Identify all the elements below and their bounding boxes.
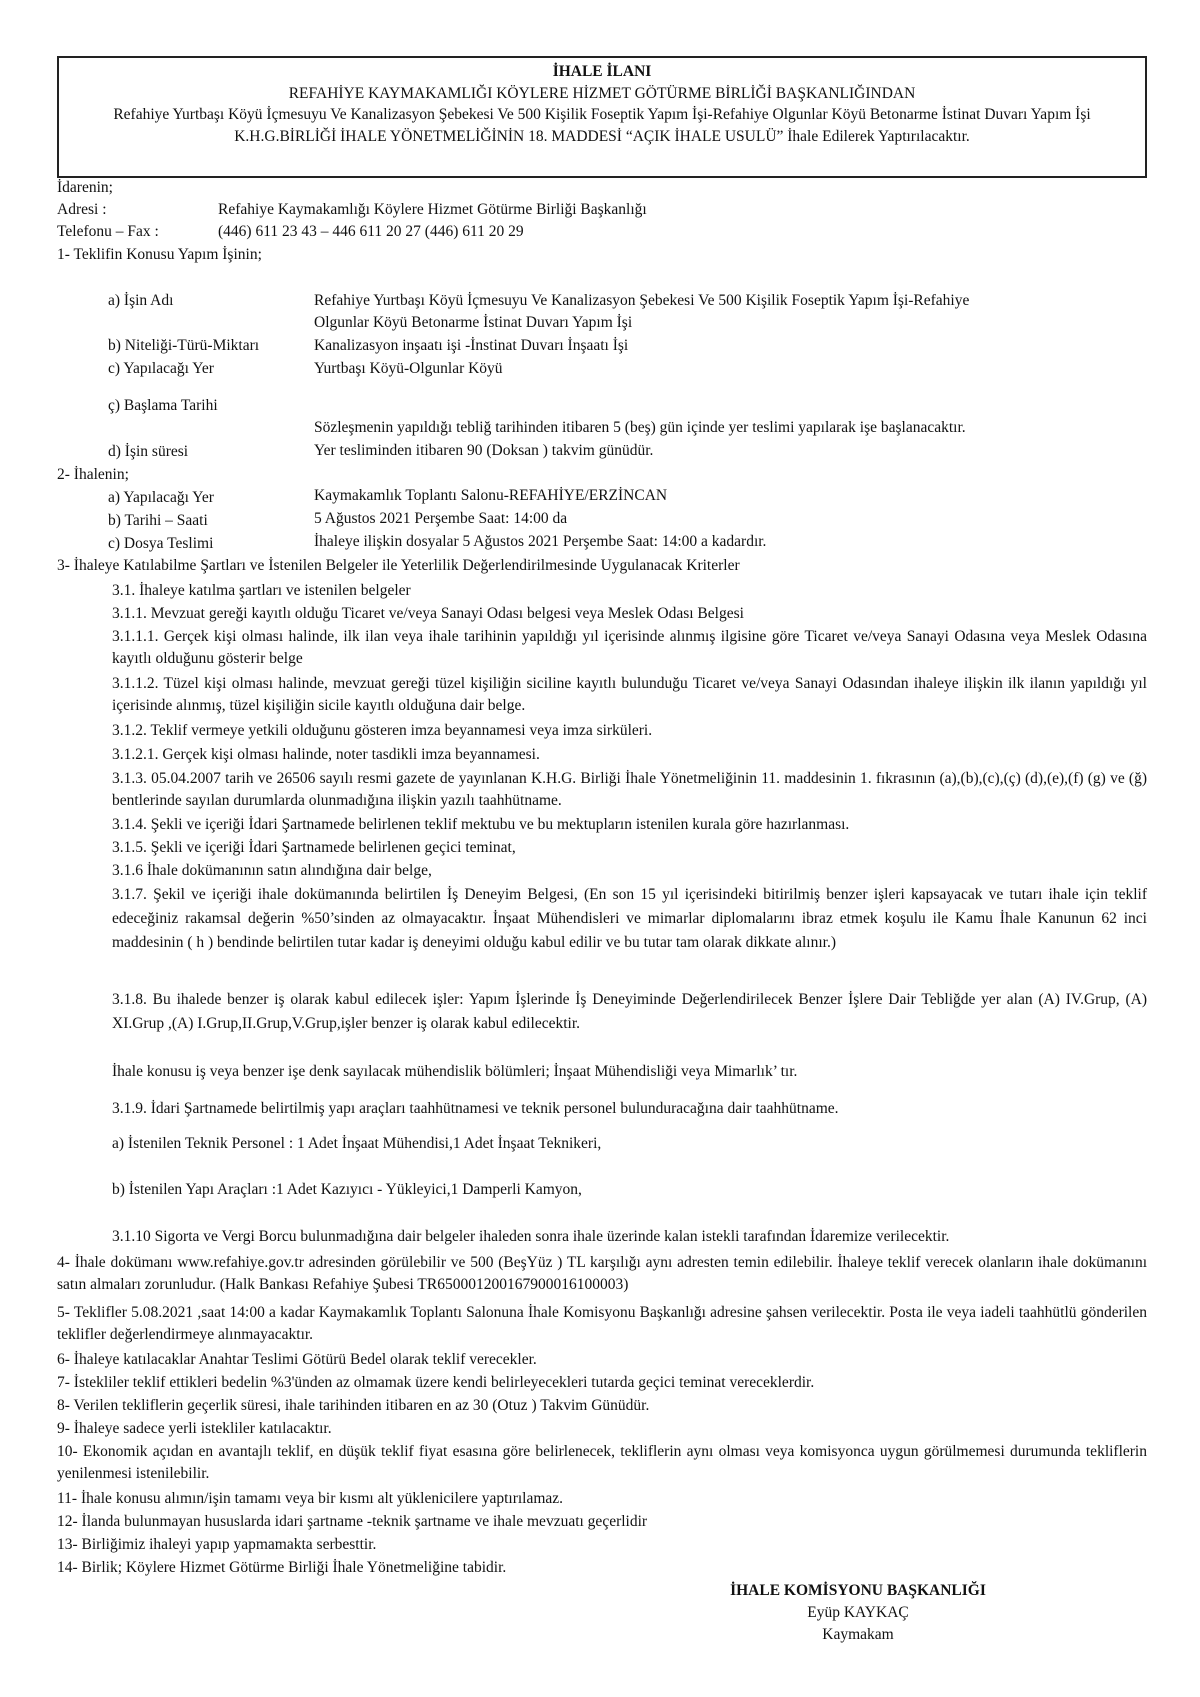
- tender-place-label: a) Yapılacağı Yer: [108, 489, 214, 506]
- criteria-3-1-4: 3.1.4. Şekli ve içeriği İdari Şartnamede belirlenen teklif mektubu ve bu mektupların istenilen kurala göre hazırlanması.: [112, 816, 850, 833]
- work-name-value: Refahiye Yurtbaşı Köyü İçmesuyu Ve Kanalizasyon Şebekesi Ve 500 Kişilik Foseptik Yapım İşi-Refahiye: [314, 292, 970, 309]
- notice-title: İHALE İLANI: [552, 63, 652, 80]
- work-name-value-cont: Olgunlar Köyü Betonarme İstinat Duvarı Yapım İşi: [314, 314, 633, 331]
- criteria-3-1: 3.1. İhaleye katılma şartları ve istenilen belgeler: [112, 582, 411, 599]
- work-type-label: b) Niteliği-Türü-Miktarı: [108, 337, 260, 354]
- criteria-3-1-2-1: 3.1.2.1. Gerçek kişi olması halinde, noter tasdikli imza beyannamesi.: [112, 746, 540, 763]
- criteria-3-1-7: 3.1.7. Şekil ve içeriği ihale dokümanında belirtilen İş Deneyim Belgesi, (En son 15 yıl içerisindeki bitirilmiş benzer işleri kapsayacak ve tutarı ihale için teklif edeceğiniz rakamsal değerin %50’sinden az olmayacaktır. İnşaat Mühendisleri ve mimarlar diplomalarını ibraz etmek koşulu ile Kamu İhale Kanunun 62 inci maddesinin ( h ) bendinde belirtilen tutar kadar iş deneyimi olduğu kabul edilir ve bu tutar tam olarak dikkate alınır.): [112, 886, 1147, 951]
- section-3-heading: 3- İhaleye Katılabilme Şartları ve İstenilen Belgeler ile Yeterlilik Değerlendirilmesinde Uygulanacak Kriterler: [57, 557, 740, 574]
- tender-date-label: b) Tarihi – Saati: [108, 512, 208, 529]
- article-11: 11- İhale konusu alımın/işin tamamı veya bir kısmı alt yüklenicilere yaptırılamaz.: [57, 1490, 564, 1507]
- file-delivery-value: İhaleye ilişkin dosyalar 5 Ağustos 2021 Perşembe Saat: 14:00 a kadardır.: [314, 533, 767, 550]
- admin-intro: İdarenin;: [57, 179, 113, 196]
- signature-title: Kaymakam: [822, 1626, 894, 1643]
- article-5: 5- Teklifler 5.08.2021 ,saat 14:00 a kadar Kaymakamlık Toplantı Salonuna İhale Komisyonu Başkanlığı adresine şahsen verilecektir. Posta ile veya iadeli taahhütlü gönderilen teklifler değerlendirmeye alınmayacaktır.: [57, 1304, 1147, 1343]
- criteria-3-1-5: 3.1.5. Şekli ve içeriği İdari Şartnamede belirlenen geçici teminat,: [112, 839, 516, 856]
- article-13: 13- Birliğimiz ihaleyi yapıp yapmamakta serbesttir.: [57, 1536, 377, 1553]
- tender-method: K.H.G.BİRLİĞİ İHALE YÖNETMELİĞİNİN 18. MADDESİ “AÇIK İHALE USULÜ” İhale Edilerek Yaptırılacaktır.: [234, 127, 970, 145]
- criteria-3-1-8: 3.1.8. Bu ihalede benzer iş olarak kabul edilecek işler: Yapım İşlerinde İş Deneyiminde Değerlendirilecek Benzer İşlere Dair Tebliğde yer alan (A) IV.Grup, (A) XI.Grup ,(A) I.Grup,II.Grup,V.Grup,işler benzer iş olarak kabul edilecektir.: [112, 991, 1147, 1032]
- work-type-value: Kanalizasyon inşaatı işi -İnstinat Duvarı İnşaatı İşi: [314, 337, 629, 354]
- work-name-label: a) İşin Adı: [108, 292, 174, 309]
- signature-block: [698, 1580, 1018, 1646]
- article-9: 9- İhaleye sadece yerli istekliler katılacaktır.: [57, 1420, 332, 1437]
- section-1-heading: 1- Teklifin Konusu Yapım İşinin;: [57, 246, 262, 263]
- phone-label: Telefonu – Fax :: [57, 223, 159, 240]
- address-value: Refahiye Kaymakamlığı Köylere Hizmet Götürme Birliği Başkanlığı: [218, 201, 647, 218]
- start-date-label: ç) Başlama Tarihi: [108, 397, 218, 414]
- duration-label: d) İşin süresi: [108, 443, 189, 460]
- criteria-3-1-10: 3.1.10 Sigorta ve Vergi Borcu bulunmadığına dair belgeler ihaleden sonra ihale üzerinde kalan istekli tarafından İdaremize verilecektir.: [112, 1228, 950, 1245]
- article-10: 10- Ekonomik açıdan en avantajlı teklif, en düşük teklif fiyat esasına göre belirlenecek, tekliflerin aynı olması veya komisyonca uygun görülmemesi durumunda tekliflerin yenilenmesi istenilebilir.: [57, 1443, 1147, 1482]
- section-2-heading: 2- İhalenin;: [57, 466, 129, 483]
- criteria-3-1-1: 3.1.1. Mevzuat gereği kayıtlı olduğu Ticaret ve/veya Sanayi Odası belgesi veya Meslek Odası Belgesi: [112, 605, 744, 622]
- required-technical-staff: a) İstenilen Teknik Personel : 1 Adet İnşaat Mühendisi,1 Adet İnşaat Teknikeri,: [112, 1135, 602, 1152]
- article-6: 6- İhaleye katılacaklar Anahtar Teslimi Götürü Bedel olarak teklif verecekler.: [57, 1351, 537, 1368]
- tender-date-value: 5 Ağustos 2021 Perşembe Saat: 14:00 da: [314, 510, 568, 527]
- work-location-value: Yurtbaşı Köyü-Olgunlar Köyü: [314, 360, 503, 377]
- tender-subject: Refahiye Yurtbaşı Köyü İçmesuyu Ve Kanalizasyon Şebekesi Ve 500 Kişilik Foseptik Yapım İşi-Refahiye Olgunlar Köyü Betonarme İstinat Duvarı Yapım İşi: [113, 106, 1091, 123]
- criteria-3-1-2: 3.1.2. Teklif vermeye yetkili olduğunu gösteren imza beyannamesi veya imza sirküleri.: [112, 722, 653, 739]
- duration-value: Yer tesliminden itibaren 90 (Doksan ) takvim günüdür.: [314, 442, 654, 459]
- criteria-3-1-9: 3.1.9. İdari Şartnamede belirtilmiş yapı araçları taahhütnamesi ve teknik personel bulunduracağına dair taahhütname.: [112, 1100, 839, 1117]
- notice-header-box: [57, 56, 1147, 178]
- signature-office: İHALE KOMİSYONU BAŞKANLIĞI: [730, 1582, 986, 1599]
- phone-value: (446) 611 23 43 – 446 611 20 27 (446) 611 20 29: [218, 223, 524, 240]
- criteria-3-1-1-1: 3.1.1.1. Gerçek kişi olması halinde, ilk ilan veya ihale tarihinin yapıldığı yıl içerisinde alınmış ilgisine göre Ticaret ve/veya Sanayi Odasına veya Meslek Odasına kayıtlı olduğunu gösterir belge: [112, 628, 1147, 667]
- issuing-authority: REFAHİYE KAYMAKAMLIĞI KÖYLERE HİZMET GÖTÜRME BİRLİĞİ BAŞKANLIĞINDAN: [288, 84, 916, 102]
- article-12: 12- İlanda bulunmayan hususlarda idari şartname -teknik şartname ve ihale mevzuatı geçerlidir: [57, 1513, 648, 1530]
- address-label: Adresi :: [57, 201, 107, 218]
- article-14: 14- Birlik; Köylere Hizmet Götürme Birliği İhale Yönetmeliğine tabidir.: [57, 1559, 507, 1576]
- work-location-label: c) Yapılacağı Yer: [108, 360, 214, 377]
- article-8: 8- Verilen tekliflerin geçerlik süresi, ihale tarihinden itibaren en az 30 (Otuz ) Takvim Günüdür.: [57, 1397, 650, 1414]
- signature-name: Eyüp KAYKAÇ: [807, 1604, 909, 1621]
- article-7: 7- İstekliler teklif ettikleri bedelin %3'ünden az olmamak üzere kendi belirleyecekleri tutarda geçici teminat vereceklerdir.: [57, 1374, 815, 1391]
- criteria-3-1-1-2: 3.1.1.2. Tüzel kişi olması halinde, mevzuat gereği tüzel kişiliğin siciline kayıtlı bulunduğu Ticaret ve/veya Sanayi Odasından ihaleye ilişkin ilk ilanın yapıldığı yıl içerisinde alınmış, tüzel kişiliğin sicile kayıtlı olduğuna dair belge.: [112, 675, 1147, 714]
- engineering-departments-note: İhale konusu iş veya benzer işe denk sayılacak mühendislik bölümleri; İnşaat Mühendisliği veya Mimarlık’ tır.: [112, 1063, 798, 1080]
- criteria-3-1-3: 3.1.3. 05.04.2007 tarih ve 26506 sayılı resmi gazete de yayınlanan K.H.G. Birliği İhale Yönetmeliğinin 11. maddesinin 1. fıkrasının (a),(b),(c),(ç) (d),(e),(f) (g) ve (ğ) bentlerinde sayılan durumlarda olunmadığına ilişkin yazılı taahhütname.: [112, 770, 1147, 809]
- file-delivery-label: c) Dosya Teslimi: [108, 535, 214, 552]
- article-4: 4- İhale dokümanı www.refahiye.gov.tr adresinden görülebilir ve 500 (BeşYüz ) TL karşılığı aynı adresten temin edilebilir. İhaleye teklif verecek olanların ihale dokümanını satın almaları zorunludur. (Halk Bankası Refahiye Şubesi TR650001200167900016100003): [57, 1254, 1147, 1293]
- tender-place-value: Kaymakamlık Toplantı Salonu-REFAHİYE/ERZİNCAN: [314, 487, 668, 504]
- required-equipment: b) İstenilen Yapı Araçları :1 Adet Kazıyıcı - Yükleyici,1 Damperli Kamyon,: [112, 1181, 582, 1198]
- criteria-3-1-6: 3.1.6 İhale dokümanının satın alındığına dair belge,: [112, 862, 432, 879]
- start-date-value: Sözleşmenin yapıldığı tebliğ tarihinden itibaren 5 (beş) gün içinde yer teslimi yapılarak işe başlanacaktır.: [314, 419, 966, 436]
